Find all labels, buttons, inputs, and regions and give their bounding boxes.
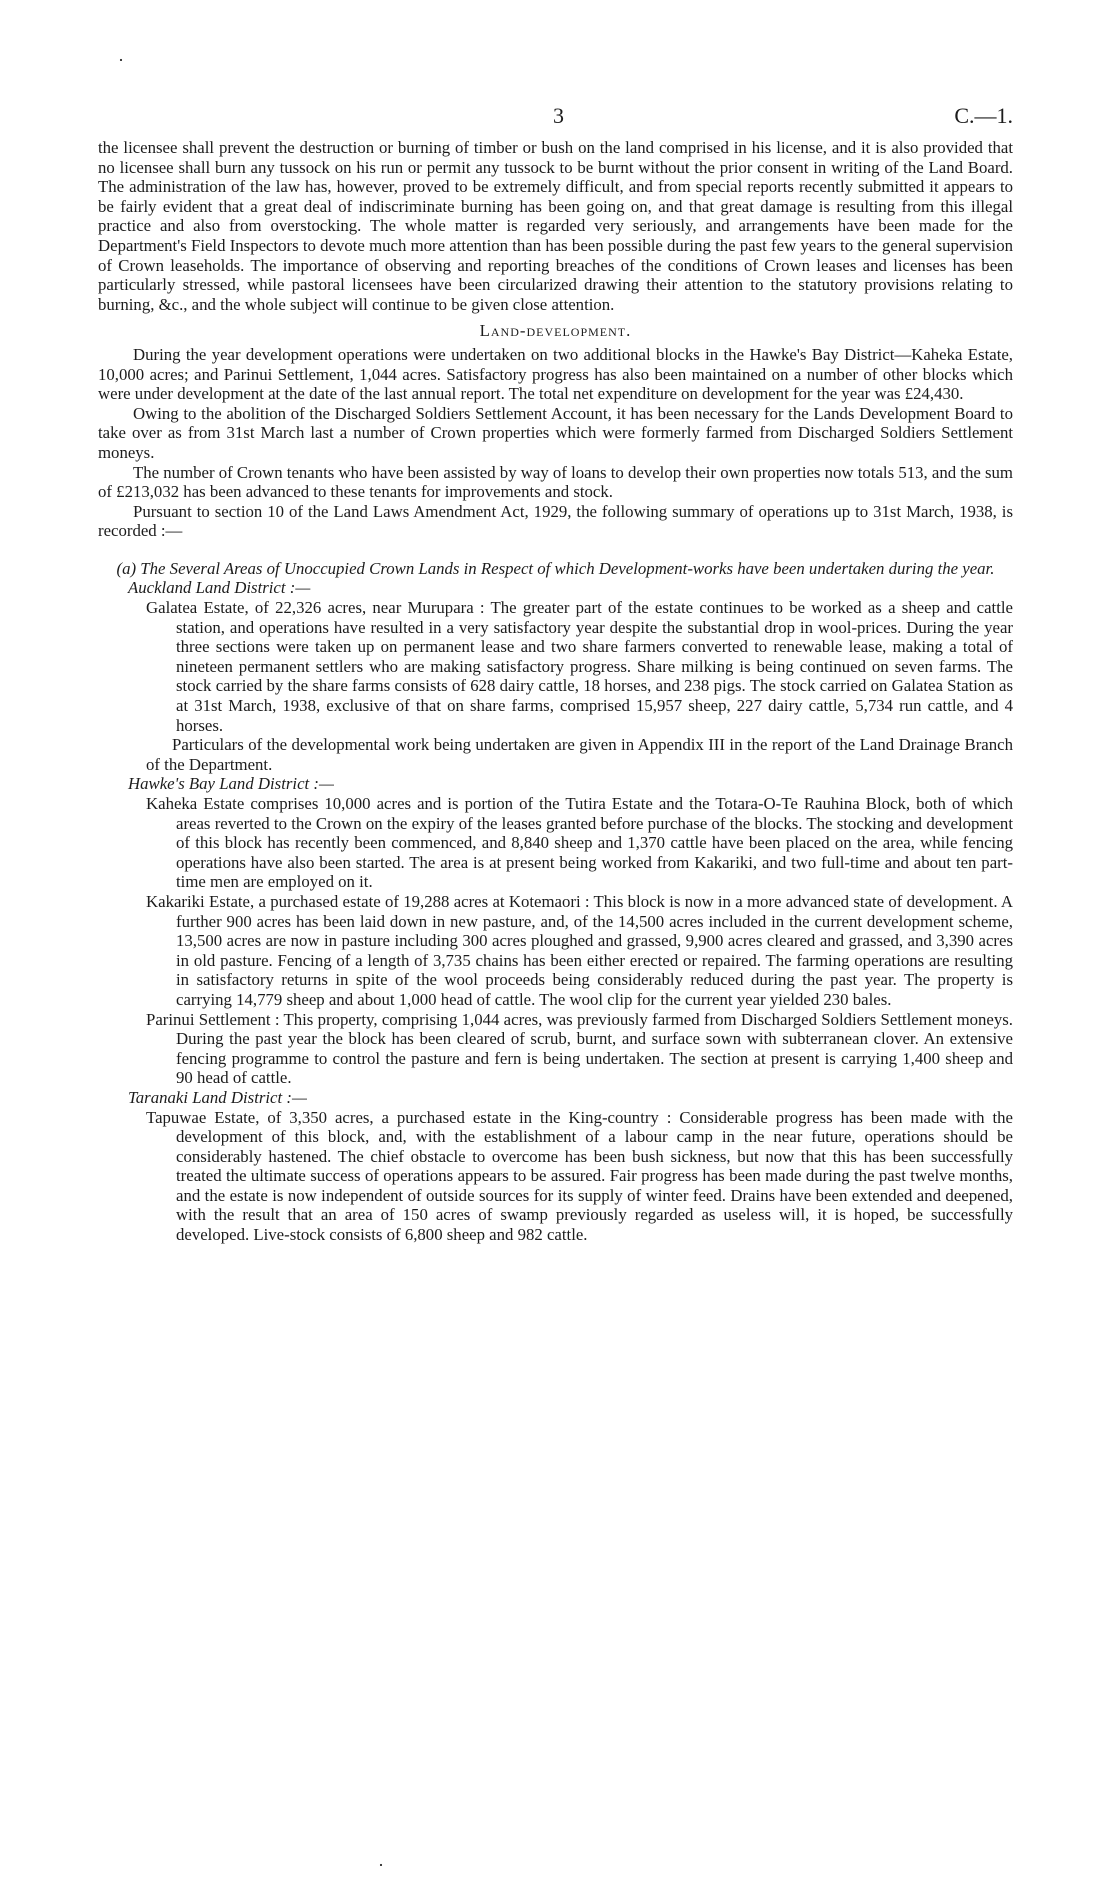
document-reference: C.—1.	[954, 103, 1013, 128]
land-development-paragraph-3: The number of Crown tenants who have been assisted by way of loans to develop their own properties now totals 513, and the sum of £213,032 has been advanced to these tenants for improvements and stock.	[98, 462, 1013, 502]
page-body	[98, 138, 1013, 1245]
page-header	[98, 0, 1013, 138]
entry-tapuwae-estate: Tapuwae Estate, of 3,350 acres, a purchased estate in the King-country : Considerable progress has been made with the development of this block, and, with the establishment of a labour camp in the near future, operations should be considerably hastened. The chief obstacle to overcome has been bush sickness, but now that this has been successfully treated the ultimate success of operations appears to be assured. Fair progress has been made during the past twelve months, and the estate is now independent of outside sources for its supply of winter feed. Drains have been extended and deepened, with the result that an area of 150 acres of swamp previously regarded as useless will, it is hoped, be successfully developed. Live-stock consists of 6,800 sheep and 982 cattle.	[146, 1107, 1013, 1245]
scan-speck: ·	[118, 50, 124, 70]
land-development-paragraph-1: During the year development operations were undertaken on two additional blocks in the Hawke's Bay District—Kaheka Estate, 10,000 acres; and Parinui Settlement, 1,044 acres. Satisfactory progress has also been maintained on a number of other blocks which were under development at the date of the last annual report. The total net expenditure on development for the year was £24,430.	[98, 344, 1013, 404]
section-heading-land-development: Land-development.	[479, 321, 632, 341]
subsection-title-a: (a) The Several Areas of Unoccupied Crown Lands in Respect of which Development-works have been undertaken during the year.	[116, 558, 995, 578]
entry-parinui-settlement: Parinui Settlement : This property, comprising 1,044 acres, was previously farmed from Discharged Soldiers Settlement moneys. During the past year the block has been cleared of scrub, burnt, and surface sown with subterranean clover. An extensive fencing programme to control the pasture and fern is being undertaken. The section at present is carrying 1,400 sheep and 90 head of cattle.	[146, 1009, 1013, 1088]
entry-galatea-particulars: Particulars of the developmental work being undertaken are given in Appendix III in the report of the Land Drainage Branch of the Department.	[146, 735, 1013, 774]
document-page	[98, 0, 1013, 1245]
land-development-paragraph-4: Pursuant to section 10 of the Land Laws Amendment Act, 1929, the following summary of operations up to 31st March, 1938, is recorded :—	[98, 501, 1013, 541]
district-heading-hawkes-bay: Hawke's Bay Land District :—	[128, 774, 334, 794]
land-development-paragraph-2: Owing to the abolition of the Discharged Soldiers Settlement Account, it has been necessary for the Lands Development Board to take over as from 31st March last a number of Crown properties which were formerly farmed from Discharged Soldiers Settlement moneys.	[98, 403, 1013, 462]
entry-kaheka-estate: Kaheka Estate comprises 10,000 acres and is portion of the Tutira Estate and the Totara-O-Te Rauhina Block, both of which areas reverted to the Crown on the expiry of the leases granted before purchase of the blocks. The stocking and development of this block has recently been commenced, and 8,840 sheep and 1,370 cattle have been placed on the area, while fencing operations have also been started. The area is at present being worked from Kakariki, and two full-time and about ten part-time men are employed on it.	[146, 794, 1013, 892]
scan-speck: ·	[378, 1855, 384, 1875]
entry-kakariki-estate: Kakariki Estate, a purchased estate of 19,288 acres at Kotemaori : This block is now in a more advanced state of development. A further 900 acres has been laid down in new pasture, and, of the 14,500 acres included in the current development scheme, 13,500 acres are now in pasture including 300 acres ploughed and grassed, 9,900 acres cleared and grassed, and 3,390 acres in old pasture. Fencing of a length of 3,735 chains has been either erected or repaired. The farming operations are resulting in satisfactory returns in spite of the wool proceeds being considerably reduced during the past year. The property is carrying 14,779 sheep and about 1,000 head of cattle. The wool clip for the current year yielded 230 bales.	[146, 891, 1013, 1009]
district-heading-auckland: Auckland Land District :—	[128, 578, 311, 598]
intro-paragraph: the licensee shall prevent the destruction or burning of timber or bush on the land comprised in his license, and it is also provided that no licensee shall burn any tussock on his run or permit any tussock to be burnt without the prior consent in writing of the Land Board. The administration of the law has, however, proved to be extremely difficult, and from special reports recently submitted it appears to be fairly evident that a great deal of indiscriminate burning has been going on, and that great damage is resulting from this illegal practice and also from overstocking. The whole matter is regarded very seriously, and arrangements have been made for the Department's Field Inspectors to devote much more attention than has been possible during the past few years to the general supervision of Crown leaseholds. The importance of observing and reporting breaches of the conditions of Crown leases and licenses has been particularly stressed, while pastoral licensees have been circularized drawing their attention to the statutory provisions relating to burning, &c., and the whole subject will continue to be given close attention.	[98, 138, 1013, 314]
district-heading-taranaki: Taranaki Land District :—	[128, 1087, 307, 1107]
entry-galatea-estate: Galatea Estate, of 22,326 acres, near Murupara : The greater part of the estate continues to be worked as a sheep and cattle station, and operations have resulted in a very satisfactory year despite the substantial drop in wool-prices. During the year three sections were taken up on permanent lease and two share farmers converted to renewable lease, making a total of nineteen permanent settlers who are making satisfactory progress. Share milking is being continued on seven farms. The stock carried by the share farms consists of 628 dairy cattle, 18 horses, and 238 pigs. The stock carried on Galatea Station as at 31st March, 1938, exclusive of that on share farms, comprised 15,957 sheep, 227 dairy cattle, 5,734 run cattle, and 4 horses.	[146, 598, 1013, 735]
page-number: 3	[553, 103, 564, 128]
